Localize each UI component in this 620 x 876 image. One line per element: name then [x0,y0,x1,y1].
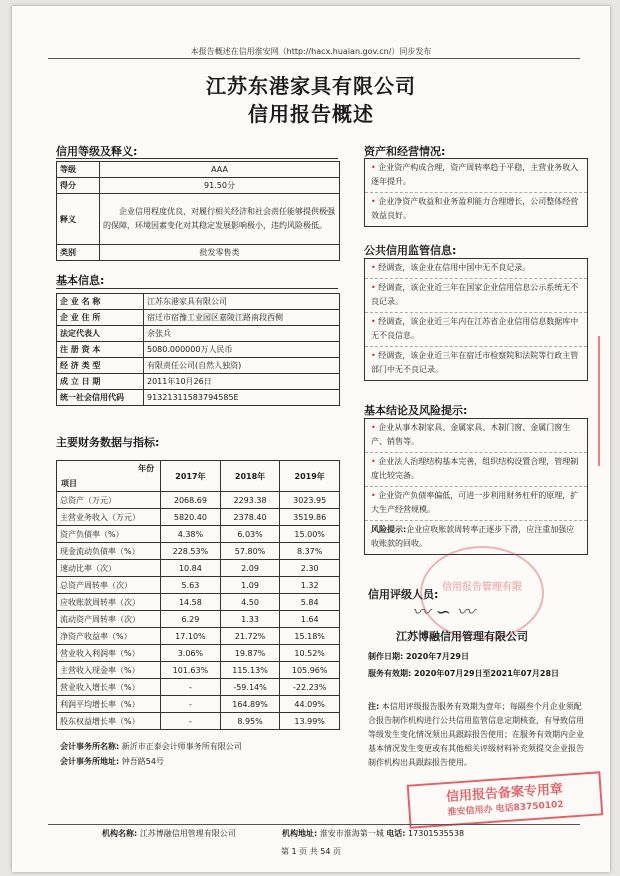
finance-value-cell: 15.18% [280,628,340,645]
finance-value-cell: 21.72% [220,628,280,645]
finance-item-cell [57,611,161,628]
bullet-icon: • [371,283,379,292]
rater-signatures: 〰 ∽ 〰 [412,602,475,623]
finance-header-row [57,461,340,492]
audit-firm-value: 新沂市正泰会计师事务所有限公司 [121,742,242,751]
finance-item-cell [57,509,161,526]
report-page [12,6,610,872]
rating-label: 类别 [57,245,100,261]
basic-label: 企 业 住 所 [57,310,144,326]
finance-value-cell: 5.84 [280,594,340,611]
finance-value-cell: 13.99% [280,713,340,730]
finance-row [57,560,340,577]
public-item: • 经调查，该企业近三年在宿迁市检察院和法院等行政主管部门中无不良记录。 [371,351,579,374]
finance-item-cell [57,662,161,679]
footer-phone-value: 17301535538 [408,829,465,838]
finance-item-unit: （%） [116,716,140,726]
finance-value-cell: 19.87% [220,645,280,662]
basic-label: 成 立 日 期 [57,374,144,390]
finance-value-cell: 1.33 [220,611,280,628]
footer-phone-label: 电话: [386,829,406,838]
finance-value-cell: 14.58 [161,594,221,611]
finance-item-unit: （%） [116,665,140,675]
rating-row-category [57,245,340,261]
finance-item-name: 资产负债率 [60,529,100,539]
org-seal [420,546,544,640]
finance-value-cell: 1.64 [280,611,340,628]
basic-value: 5080.000000万人民币 [144,342,340,358]
finance-value-cell: 8.37% [280,543,340,560]
finance-row [57,679,340,696]
public-box [364,258,588,381]
conclusion-item: • 企业法人治理结构基本完善，组织结构设置合理，管理制度比较完备。 [365,453,587,487]
finance-table [56,460,340,730]
finance-item-name: 速动比率 [60,563,92,573]
finance-item-name: 营业收入增长率 [60,682,116,692]
finance-row [57,492,340,509]
footer-addr-label: 机构地址: [282,829,318,838]
finance-item-unit: （次） [116,597,140,607]
report-title: 信用报告概述 [248,102,374,126]
risk-label: 风险提示: [371,525,407,534]
finance-item-name: 现金流动负债率 [60,546,116,556]
filing-stamp-line1: 信用报告备案专用章 [445,781,564,806]
org-seal-text: 信用报告管理有限 [442,582,522,593]
audit-addr-value: 钟吾路54号 [121,757,164,766]
finance-item-unit: （次） [92,563,116,573]
basic-label: 统一社会信用代码 [57,390,144,406]
basic-table [56,293,340,406]
page-number: 第 1 页 共 54 页 [281,847,341,856]
filing-stamp-line2: 淮安信用办 电话83750102 [447,799,564,819]
finance-item-unit: （次） [108,580,132,590]
finance-value-cell: 44.09% [280,696,340,713]
basic-value: 宿迁市宿豫工业园区嘉陵江路南段西侧 [144,310,340,326]
finance-value-cell: - [161,713,221,730]
finance-item-name: 总资产周转率 [60,580,108,590]
year-header: 2018年 [220,461,280,492]
basic-value: 江苏东港家具有限公司 [144,294,340,310]
finance-item-name: 主营收入现金率 [60,665,116,675]
finance-item-unit: （%） [116,682,140,692]
filing-stamp [407,771,604,828]
finance-value-cell: 15.00% [280,526,340,543]
finance-item-unit: （次） [116,614,140,624]
footer-addr [282,828,464,839]
rating-row-score [57,178,340,194]
finance-value-cell: 1.09 [220,577,280,594]
audit-firm-label: 会计事务所名称: [60,742,120,751]
rating-value: AAA [100,162,340,178]
finance-row [57,611,340,628]
finance-value-cell: 228.53% [161,543,221,560]
valid-period-label: 服务有效期: [368,669,412,678]
note-text: 本信用评级报告服务有效期为壹年；每隔叁个月企业须配合报告制作机构进行公共信用监管信息定期核查，有导致信用等级发生变化情况须出具跟踪报告使用；在服务有效期内企业基本情况发生变更或有其他相关评级材料补充须提交企业报告制作机构出具跟踪报告使用。 [368,702,584,767]
rating-row-meaning [57,194,340,245]
finance-item-cell [57,577,161,594]
finance-row [57,594,340,611]
finance-item-name: 营业收入利润率 [60,648,116,658]
finance-value-cell: 3.06% [161,645,221,662]
basic-section-title: 基本信息: [56,274,105,287]
header-note: 本报告概述在信用淮安网（http://hacx.huaian.gov.cn/）同步发布 [190,47,432,56]
rating-value: 批发零售类 [100,245,340,261]
basic-label: 法定代表人 [57,326,144,342]
conclusion-item: • 企业从事木制家具、金属家具、木制门窗、金属门窗生产、销售等。 [365,419,587,453]
finance-item-name: 主营业务收入 [60,512,108,522]
rating-table [56,161,340,261]
finance-item-cell [57,713,161,730]
bullet-icon: • [371,163,379,172]
finance-row [57,628,340,645]
assets-item: • 企业资产构成合理，资产周转率趋于平稳，主营业务收入逐年提升。 [365,159,587,193]
rater-org: 江苏博融信用管理有限公司 [396,630,528,643]
rating-value: 91.50分 [100,178,340,194]
finance-item-unit: （万元） [108,512,140,522]
header-rule [48,58,580,59]
audit-addr-label: 会计事务所地址: [60,757,120,766]
finance-value-cell: 10.52% [280,645,340,662]
finance-item-unit: （%） [116,546,140,556]
finance-item-name: 股东权益增长率 [60,716,116,726]
finance-item-name: 总资产 [60,495,84,505]
finance-item-unit: （%） [100,529,124,539]
finance-row [57,509,340,526]
assets-box [364,158,588,227]
finance-body [57,492,340,730]
bullet-icon: • [371,197,379,206]
finance-value-cell: 4.38% [161,526,221,543]
finance-item-name: 流动资产周转率 [60,614,116,624]
year-header: 2019年 [280,461,340,492]
finance-value-cell: 5.63 [161,577,221,594]
finance-item-unit: （万元） [84,495,116,505]
finance-item-unit: （%） [116,648,140,658]
footer-rule [48,824,580,825]
finance-value-cell: 8.95% [220,713,280,730]
finance-value-cell: 164.89% [220,696,280,713]
year-header: 2017年 [161,461,221,492]
basic-value: 91321311583794585E [144,390,340,406]
conclusion-item: • 企业资产负债率偏低，可进一步利用财务杠杆的原理，扩大生产经营规模。 [365,487,587,521]
finance-row [57,713,340,730]
bullet-icon: • [371,491,379,500]
finance-value-cell: 5820.40 [161,509,221,526]
finance-value-cell: 115.13% [220,662,280,679]
raters-label: 信用评级人员: [368,588,439,601]
finance-corner-cell [57,461,161,492]
finance-item-cell [57,645,161,662]
rating-value: 企业信用程度优良，对履行相关经济和社会责任能够提供极强的保障，环境因素变化对其稳定发展影响极小，违约风险极低。 [100,194,340,245]
finance-value-cell: 6.29 [161,611,221,628]
finance-item-cell [57,492,161,509]
basic-rule [56,288,338,289]
finance-value-cell: 2293.38 [220,492,280,509]
risk-text: 企业应收账款周转率正逐步下滑，应注重加强应收账款的回收。 [371,525,575,548]
finance-row [57,662,340,679]
finance-row [57,696,340,713]
public-item: • 经调查，该企业近三年在国家企业信用信息公示系统无不良记录。 [365,279,587,313]
bullet-icon: • [371,423,379,432]
finance-value-cell: -22.23% [280,679,340,696]
made-date-line [368,651,469,662]
side-seal-fragment [598,336,612,466]
finance-row [57,645,340,662]
finance-value-cell: 101.63% [161,662,221,679]
finance-item-name: 利润平均增长率 [60,699,116,709]
finance-value-cell: 4.50 [220,594,280,611]
basic-value: 有限责任公司(自然人独资) [144,358,340,374]
finance-value-cell: - [161,696,221,713]
finance-item-unit: （%） [116,699,140,709]
audit-addr-line [60,756,164,767]
made-date-label: 制作日期: [368,652,404,661]
finance-value-cell: 17.10% [161,628,221,645]
finance-value-cell: 2068.69 [161,492,221,509]
company-title: 江苏东港家具有限公司 [206,74,416,98]
public-section-title: 公共信用监管信息: [364,244,457,257]
finance-value-cell: 105.96% [280,662,340,679]
finance-item-name: 应收账款周转率 [60,597,116,607]
footer-org-value: 江苏博融信用管理有限公司 [139,829,236,838]
finance-value-cell: 3023.95 [280,492,340,509]
finance-row [57,543,340,560]
public-item: • 经调查，该企业在信用中国中无不良记录。 [365,259,587,279]
valid-period-line [368,668,559,679]
assets-section-title: 资产和经营情况: [364,145,446,158]
report-note [368,700,586,770]
footer-org-label: 机构名称: [102,829,138,838]
finance-value-cell: 10.84 [161,560,221,577]
conclusion-box [364,418,588,555]
bullet-icon: • [371,317,379,326]
basic-value: 余张兵 [144,326,340,342]
finance-value-cell: 6.03% [220,526,280,543]
finance-value-cell: 2.09 [220,560,280,577]
made-date-value: 2020年7月29日 [406,652,469,661]
corner-item-label: 项目 [61,479,77,488]
finance-item-cell [57,628,161,645]
rating-section-title: 信用等级及释义: [56,145,138,158]
finance-section-title: 主要财务数据与指标: [56,436,160,449]
finance-item-cell [57,594,161,611]
finance-value-cell: 1.32 [280,577,340,594]
finance-row [57,526,340,543]
basic-label: 注 册 资 本 [57,342,144,358]
finance-item-cell [57,696,161,713]
rating-row-grade [57,162,340,178]
finance-item-cell [57,679,161,696]
rating-label: 释义 [57,194,100,245]
finance-value-cell: -59.14% [220,679,280,696]
finance-value-cell: 2378.40 [220,509,280,526]
footer-org [102,828,236,839]
basic-label: 企 业 名 称 [57,294,144,310]
finance-value-cell: - [161,679,221,696]
conclusion-section-title: 基本结论及风险提示: [364,404,468,417]
corner-year-label: 年份 [138,464,155,473]
assets-item: • 企业净资产收益和业务盈利能力合理增长，公司整体经营效益良好。 [371,197,579,220]
finance-item-cell [57,560,161,577]
finance-item-name: 净资产收益率 [60,631,108,641]
basic-value: 2011年10月26日 [144,374,340,390]
finance-value-cell: 57.80% [220,543,280,560]
finance-item-cell [57,543,161,560]
rating-rule [56,158,338,159]
finance-value-cell: 3519.86 [280,509,340,526]
bullet-icon: • [371,351,379,360]
valid-period-value: 2020年07月29日至2021年07月28日 [414,669,560,678]
rating-label: 得分 [57,178,100,194]
basic-label: 经 济 类 型 [57,358,144,374]
finance-item-cell [57,526,161,543]
finance-item-unit: （%） [108,631,132,641]
audit-firm-line [60,741,242,752]
finance-value-cell: 2.30 [280,560,340,577]
note-label: 注: [368,702,380,711]
bullet-icon: • [371,263,379,272]
footer-addr-value: 淮安市淮海第一城 [319,829,384,838]
rating-label: 等级 [57,162,100,178]
public-item: • 经调查，该企业近三年内在江苏省企业信用信息数据库中无不良信息。 [365,313,587,347]
bullet-icon: • [371,457,379,466]
finance-row [57,577,340,594]
